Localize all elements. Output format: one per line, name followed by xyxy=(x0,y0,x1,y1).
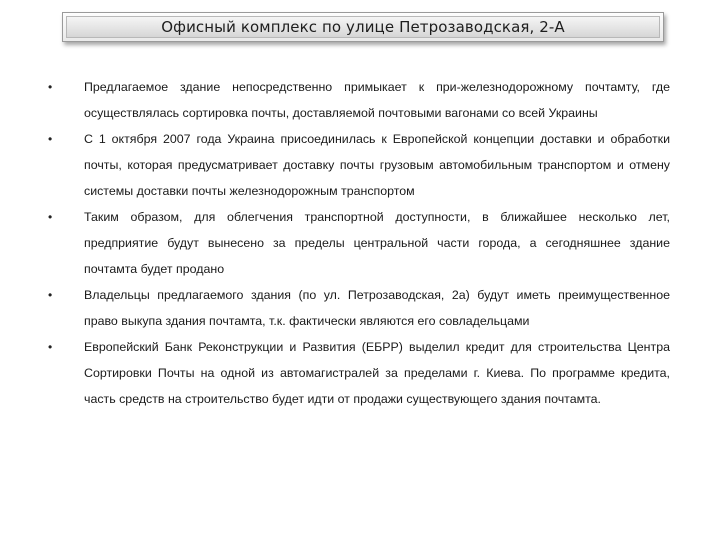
bullet-icon: • xyxy=(48,132,53,146)
bullet-icon: • xyxy=(48,340,53,354)
bullet-icon: • xyxy=(48,288,53,302)
bullet-text: Предлагаемое здание непосредственно примыкает к при-железнодорожному почтамту, где осуществлялась сортировка почты, доставляемой почтовыми вагонами со всей Украины xyxy=(84,80,670,120)
bullet-icon: • xyxy=(48,210,53,224)
bullet-text: Европейский Банк Реконструкции и Развития (ЕБРР) выделил кредит для строительства Центра Сортировки Почты на одной из автомагистралей за пределами г. Киева. По программе кредита, часть средств на строительство будет идти от продажи существующего здания почтамта. xyxy=(84,340,670,406)
bullet-item xyxy=(48,282,670,334)
bullet-item xyxy=(48,126,670,204)
bullet-item xyxy=(48,204,670,282)
bullet-list xyxy=(48,74,670,412)
bullet-text: Таким образом, для облегчения транспортной доступности, в ближайшее несколько лет, предприятие будут вынесено за пределы центральной части города, а сегодняшнее здание почтамта будет продано xyxy=(84,210,670,276)
slide-title: Офисный комплекс по улице Петрозаводская, 2-А xyxy=(161,18,565,36)
bullet-text: Владельцы предлагаемого здания (по ул. Петрозаводская, 2а) будут иметь преимущественное право выкупа здания почтамта, т.к. фактически являются его совладельцами xyxy=(84,288,670,328)
bullet-icon: • xyxy=(48,80,53,94)
bullet-text: С 1 октября 2007 года Украина присоединилась к Европейской концепции доставки и обработки почты, которая предусматривает доставку почты грузовым автомобильным транспортом и отмену системы доставки почты железнодорожным транспортом xyxy=(84,132,670,198)
bullet-item xyxy=(48,74,670,126)
bullet-item xyxy=(48,334,670,412)
slide-title-box xyxy=(62,12,664,42)
